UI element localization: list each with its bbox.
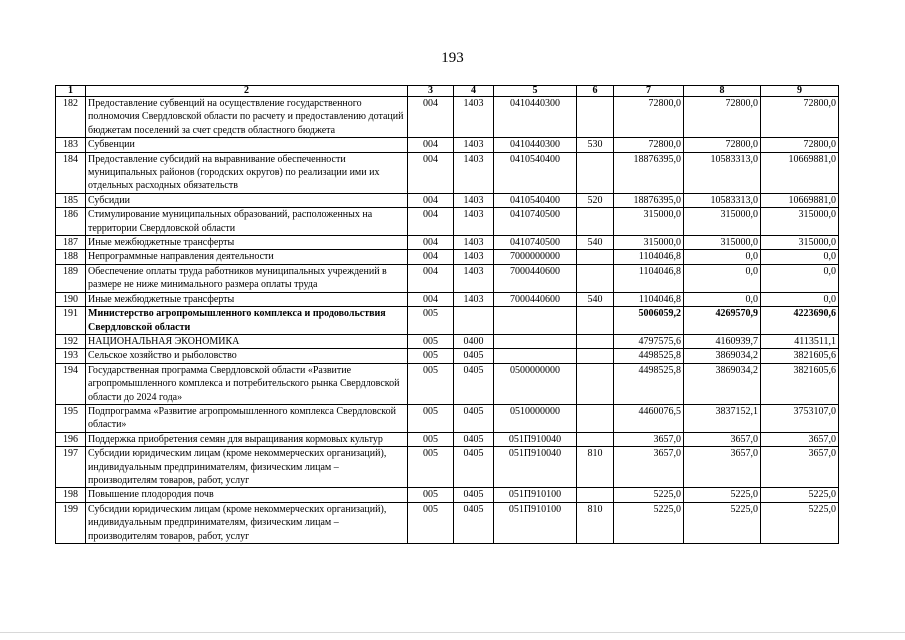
row-name-cell: Повышение плодородия почв (86, 488, 408, 502)
row-name-cell: Министерство агропромышленного комплекса и продовольствия Свердловской области (86, 307, 408, 335)
section-code-cell: 0405 (454, 488, 494, 502)
row-name-cell: Сельское хозяйство и рыболовство (86, 349, 408, 363)
ministry-code-cell: 005 (408, 307, 454, 335)
row-number-cell: 185 (56, 193, 86, 207)
section-code-cell: 1403 (454, 292, 494, 306)
target-article-cell: 0500000000 (494, 363, 577, 404)
row-number-cell: 193 (56, 349, 86, 363)
table-row (56, 208, 839, 236)
ministry-code-cell: 004 (408, 138, 454, 152)
column-header: 3 (408, 86, 454, 97)
row-number-cell: 196 (56, 432, 86, 446)
amount-year3-cell: 3657,0 (761, 432, 839, 446)
section-code-cell: 1403 (454, 236, 494, 250)
row-name-cell: Государственная программа Свердловской области «Развитие агропромышленного комплекса и потребительского рынка Свердловской области до 2024 года» (86, 363, 408, 404)
amount-year1-cell: 4797575,6 (614, 334, 684, 348)
amount-year3-cell: 5225,0 (761, 488, 839, 502)
expense-type-cell: 810 (577, 447, 614, 488)
row-number-cell: 187 (56, 236, 86, 250)
target-article-cell: 051П910040 (494, 447, 577, 488)
expense-type-cell (577, 363, 614, 404)
table-row (56, 363, 839, 404)
table-row (56, 334, 839, 348)
row-number-cell: 188 (56, 250, 86, 264)
target-article-cell: 0410440300 (494, 97, 577, 138)
amount-year3-cell: 3821605,6 (761, 349, 839, 363)
table-row (56, 349, 839, 363)
section-code-cell: 0400 (454, 334, 494, 348)
amount-year1-cell: 315000,0 (614, 236, 684, 250)
column-header: 6 (577, 86, 614, 97)
amount-year2-cell: 0,0 (684, 292, 761, 306)
section-code-cell: 1403 (454, 193, 494, 207)
target-article-cell: 051П910100 (494, 502, 577, 543)
section-code-cell: 0405 (454, 349, 494, 363)
header-row (56, 86, 839, 97)
row-name-cell: Поддержка приобретения семян для выращивания кормовых культур (86, 432, 408, 446)
amount-year1-cell: 4498525,8 (614, 349, 684, 363)
column-header: 4 (454, 86, 494, 97)
target-article-cell (494, 349, 577, 363)
target-article-cell: 7000000000 (494, 250, 577, 264)
ministry-code-cell: 005 (408, 363, 454, 404)
table-row (56, 264, 839, 292)
amount-year1-cell: 1104046,8 (614, 250, 684, 264)
section-code-cell: 1403 (454, 152, 494, 193)
row-name-cell: Субсидии юридическим лицам (кроме некоммерческих организаций), индивидуальным предпринимателям, физическим лицам – производителям товаров, работ, услуг (86, 447, 408, 488)
amount-year2-cell: 3657,0 (684, 432, 761, 446)
section-code-cell: 1403 (454, 97, 494, 138)
row-number-cell: 183 (56, 138, 86, 152)
table-row (56, 236, 839, 250)
row-name-cell: НАЦИОНАЛЬНАЯ ЭКОНОМИКА (86, 334, 408, 348)
row-name-cell: Предоставление субсидий на выравнивание обеспеченности муниципальных районов (городских округов) по реализации ими их отдельных расходных обязательств (86, 152, 408, 193)
target-article-cell (494, 334, 577, 348)
amount-year3-cell: 0,0 (761, 264, 839, 292)
table-row (56, 292, 839, 306)
expense-type-cell (577, 404, 614, 432)
column-header: 8 (684, 86, 761, 97)
section-code-cell: 0405 (454, 432, 494, 446)
target-article-cell: 0410540400 (494, 152, 577, 193)
amount-year3-cell: 3821605,6 (761, 363, 839, 404)
section-code-cell: 1403 (454, 138, 494, 152)
column-header: 5 (494, 86, 577, 97)
table-row (56, 502, 839, 543)
row-number-cell: 195 (56, 404, 86, 432)
ministry-code-cell: 004 (408, 208, 454, 236)
expense-type-cell (577, 334, 614, 348)
section-code-cell: 1403 (454, 250, 494, 264)
row-number-cell: 184 (56, 152, 86, 193)
ministry-code-cell: 004 (408, 236, 454, 250)
table-row (56, 193, 839, 207)
budget-table (55, 85, 839, 544)
table-row (56, 447, 839, 488)
amount-year1-cell: 1104046,8 (614, 264, 684, 292)
target-article-cell: 7000440600 (494, 264, 577, 292)
row-number-cell: 194 (56, 363, 86, 404)
amount-year2-cell: 3657,0 (684, 447, 761, 488)
row-name-cell: Субвенции (86, 138, 408, 152)
expense-type-cell (577, 349, 614, 363)
amount-year2-cell: 10583313,0 (684, 152, 761, 193)
amount-year3-cell: 4113511,1 (761, 334, 839, 348)
expense-type-cell: 540 (577, 292, 614, 306)
table-row (56, 404, 839, 432)
row-name-cell: Подпрограмма «Развитие агропромышленного комплекса Свердловской области» (86, 404, 408, 432)
ministry-code-cell: 005 (408, 334, 454, 348)
row-name-cell: Иные межбюджетные трансферты (86, 292, 408, 306)
row-number-cell: 199 (56, 502, 86, 543)
amount-year1-cell: 4498525,8 (614, 363, 684, 404)
table-row (56, 432, 839, 446)
amount-year2-cell: 72800,0 (684, 138, 761, 152)
amount-year2-cell: 0,0 (684, 264, 761, 292)
ministry-code-cell: 005 (408, 404, 454, 432)
row-number-cell: 182 (56, 97, 86, 138)
amount-year1-cell: 18876395,0 (614, 152, 684, 193)
amount-year1-cell: 72800,0 (614, 138, 684, 152)
section-code-cell: 0405 (454, 404, 494, 432)
amount-year1-cell: 5225,0 (614, 502, 684, 543)
table-row (56, 138, 839, 152)
amount-year1-cell: 5225,0 (614, 488, 684, 502)
row-name-cell: Стимулирование муниципальных образований, расположенных на территории Свердловской области (86, 208, 408, 236)
amount-year3-cell: 4223690,6 (761, 307, 839, 335)
amount-year1-cell: 72800,0 (614, 97, 684, 138)
column-header: 7 (614, 86, 684, 97)
ministry-code-cell: 005 (408, 502, 454, 543)
amount-year1-cell: 18876395,0 (614, 193, 684, 207)
row-number-cell: 190 (56, 292, 86, 306)
table-row (56, 152, 839, 193)
amount-year2-cell: 0,0 (684, 250, 761, 264)
row-number-cell: 189 (56, 264, 86, 292)
amount-year2-cell: 72800,0 (684, 97, 761, 138)
ministry-code-cell: 005 (408, 349, 454, 363)
table-row (56, 307, 839, 335)
amount-year2-cell: 315000,0 (684, 236, 761, 250)
table-row (56, 97, 839, 138)
amount-year3-cell: 72800,0 (761, 138, 839, 152)
expense-type-cell: 530 (577, 138, 614, 152)
amount-year2-cell: 3869034,2 (684, 363, 761, 404)
column-header: 1 (56, 86, 86, 97)
row-number-cell: 197 (56, 447, 86, 488)
ministry-code-cell: 004 (408, 152, 454, 193)
amount-year1-cell: 315000,0 (614, 208, 684, 236)
expense-type-cell: 520 (577, 193, 614, 207)
expense-type-cell (577, 97, 614, 138)
amount-year2-cell: 5225,0 (684, 502, 761, 543)
section-code-cell: 0405 (454, 447, 494, 488)
expense-type-cell (577, 264, 614, 292)
ministry-code-cell: 004 (408, 97, 454, 138)
amount-year1-cell: 3657,0 (614, 432, 684, 446)
amount-year1-cell: 3657,0 (614, 447, 684, 488)
ministry-code-cell: 005 (408, 488, 454, 502)
amount-year1-cell: 4460076,5 (614, 404, 684, 432)
row-number-cell: 198 (56, 488, 86, 502)
row-name-cell: Субсидии (86, 193, 408, 207)
section-code-cell: 0405 (454, 502, 494, 543)
expense-type-cell (577, 307, 614, 335)
section-code-cell: 1403 (454, 264, 494, 292)
amount-year2-cell: 10583313,0 (684, 193, 761, 207)
column-header: 9 (761, 86, 839, 97)
scan-edge-line (0, 632, 905, 633)
amount-year3-cell: 0,0 (761, 250, 839, 264)
amount-year1-cell: 5006059,2 (614, 307, 684, 335)
target-article-cell: 0410540400 (494, 193, 577, 207)
amount-year3-cell: 0,0 (761, 292, 839, 306)
amount-year3-cell: 315000,0 (761, 208, 839, 236)
row-name-cell: Иные межбюджетные трансферты (86, 236, 408, 250)
expense-type-cell (577, 208, 614, 236)
target-article-cell: 0510000000 (494, 404, 577, 432)
expense-type-cell (577, 152, 614, 193)
target-article-cell: 0410740500 (494, 236, 577, 250)
target-article-cell (494, 307, 577, 335)
section-code-cell: 0405 (454, 363, 494, 404)
amount-year3-cell: 10669881,0 (761, 193, 839, 207)
expense-type-cell (577, 432, 614, 446)
amount-year3-cell: 10669881,0 (761, 152, 839, 193)
ministry-code-cell: 005 (408, 432, 454, 446)
target-article-cell: 0410740500 (494, 208, 577, 236)
expense-type-cell: 810 (577, 502, 614, 543)
target-article-cell: 051П910100 (494, 488, 577, 502)
amount-year2-cell: 315000,0 (684, 208, 761, 236)
amount-year3-cell: 3753107,0 (761, 404, 839, 432)
section-code-cell (454, 307, 494, 335)
amount-year1-cell: 1104046,8 (614, 292, 684, 306)
amount-year2-cell: 4160939,7 (684, 334, 761, 348)
row-name-cell: Субсидии юридическим лицам (кроме некоммерческих организаций), индивидуальным предпринимателям, физическим лицам – производителям товаров, работ, услуг (86, 502, 408, 543)
row-name-cell: Непрограммные направления деятельности (86, 250, 408, 264)
amount-year2-cell: 3837152,1 (684, 404, 761, 432)
table-row (56, 488, 839, 502)
column-header: 2 (86, 86, 408, 97)
row-name-cell: Обеспечение оплаты труда работников муниципальных учреждений в размере не ниже минимального размера оплаты труда (86, 264, 408, 292)
amount-year2-cell: 3869034,2 (684, 349, 761, 363)
amount-year2-cell: 5225,0 (684, 488, 761, 502)
amount-year3-cell: 3657,0 (761, 447, 839, 488)
ministry-code-cell: 005 (408, 447, 454, 488)
table-row (56, 250, 839, 264)
amount-year3-cell: 315000,0 (761, 236, 839, 250)
target-article-cell: 051П910040 (494, 432, 577, 446)
page-number: 193 (441, 50, 464, 66)
ministry-code-cell: 004 (408, 264, 454, 292)
row-number-cell: 192 (56, 334, 86, 348)
ministry-code-cell: 004 (408, 250, 454, 264)
amount-year3-cell: 72800,0 (761, 97, 839, 138)
row-name-cell: Предоставление субвенций на осуществление государственного полномочия Свердловской области по расчету и предоставлению дотаций бюджетам поселений за счет средств областного бюджета (86, 97, 408, 138)
ministry-code-cell: 004 (408, 193, 454, 207)
amount-year3-cell: 5225,0 (761, 502, 839, 543)
expense-type-cell: 540 (577, 236, 614, 250)
amount-year2-cell: 4269570,9 (684, 307, 761, 335)
target-article-cell: 0410440300 (494, 138, 577, 152)
section-code-cell: 1403 (454, 208, 494, 236)
target-article-cell: 7000440600 (494, 292, 577, 306)
expense-type-cell (577, 488, 614, 502)
ministry-code-cell: 004 (408, 292, 454, 306)
row-number-cell: 191 (56, 307, 86, 335)
expense-type-cell (577, 250, 614, 264)
row-number-cell: 186 (56, 208, 86, 236)
